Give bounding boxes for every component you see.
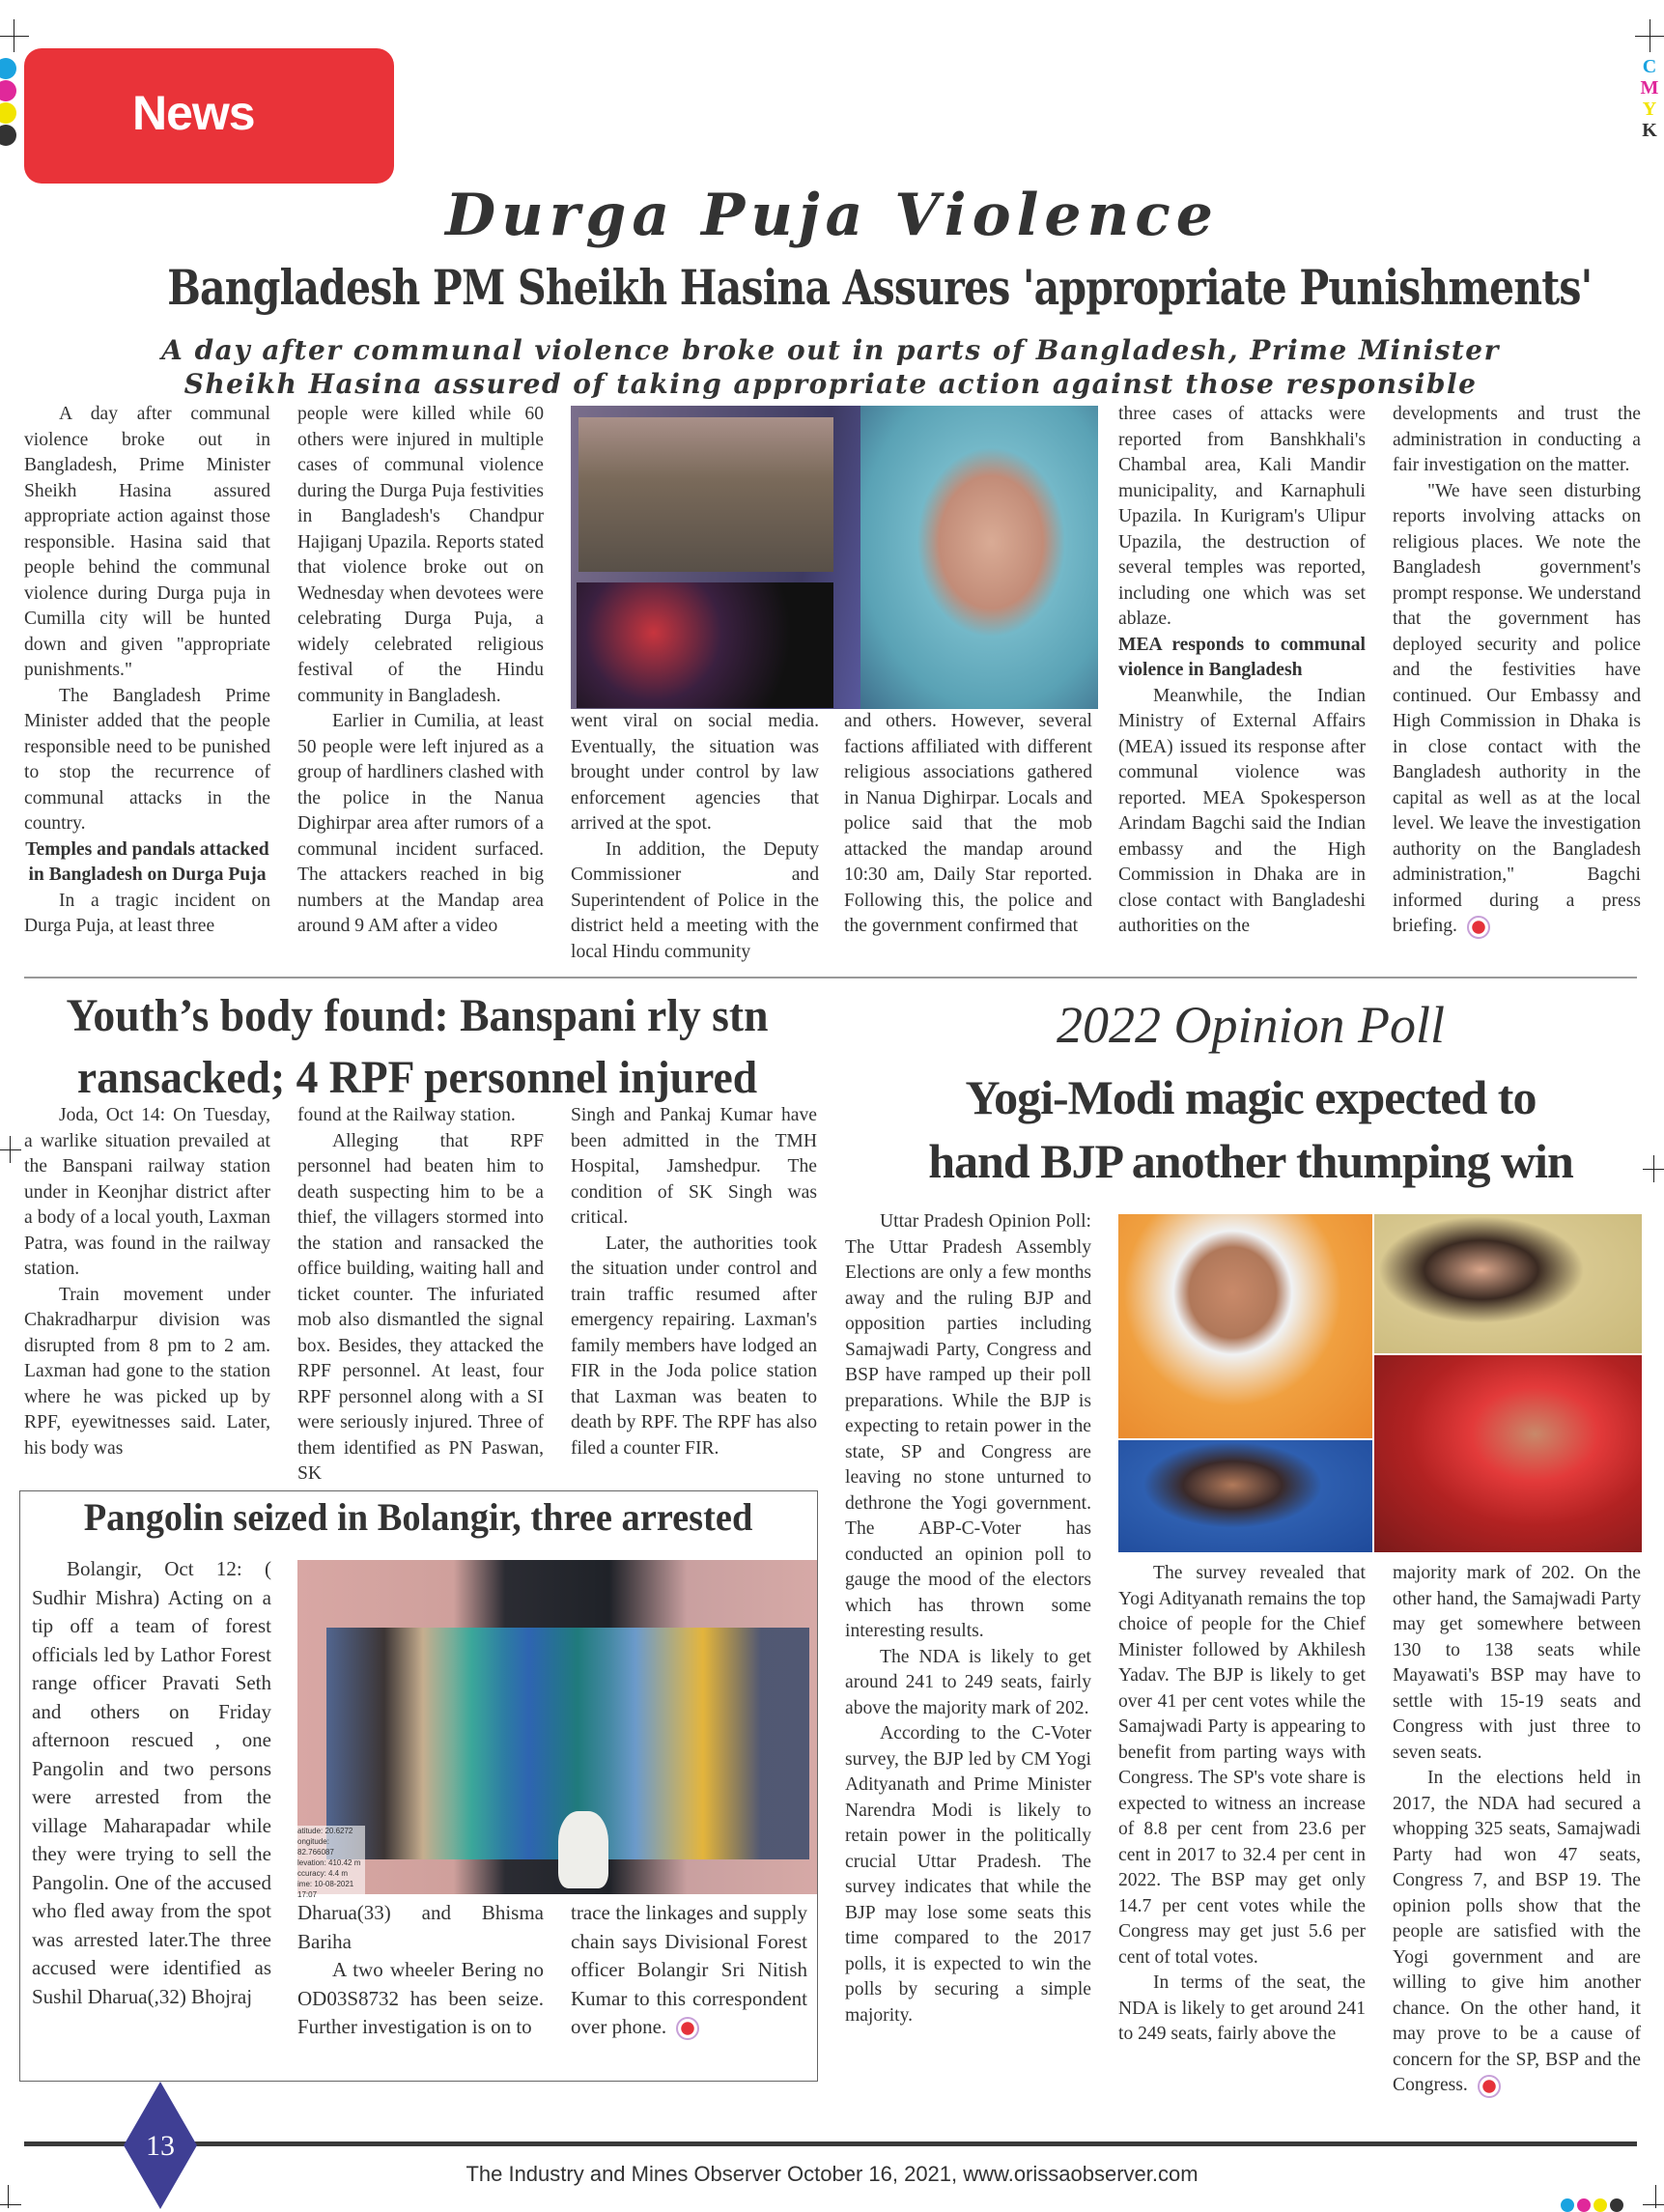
- lead-column-5: [1118, 402, 1366, 940]
- end-of-story-icon: [1467, 916, 1490, 939]
- paragraph: Meanwhile, the Indian Ministry of External Affairs (MEA) issued its response after communal violence was reported. MEA Spokesperson Arindam Bagchi said the Indian embassy and the High Commission in Dhaka are in close contact with Bangladeshi authorities on the: [1118, 685, 1366, 936]
- footer-masthead: The Industry and Mines Observer October 16, 2021, www.orissaobserver.com: [465, 2162, 1199, 2186]
- paragraph-text: trace the linkages and supply chain says Divisional Forest officer Bolangir Sri Nitish Kumar to this correspondent over phone.: [571, 1901, 807, 2038]
- gps-line: ime: 10-08-2021 17:07: [297, 1880, 354, 1899]
- violence-photo-night: [577, 582, 833, 708]
- rly-column-3: [571, 1103, 817, 1461]
- paragraph: found at the Railway station.: [297, 1105, 516, 1125]
- registration-mark: [10, 1136, 11, 1163]
- lead-deck: [39, 333, 1622, 401]
- cyan-registration-dot: [0, 58, 16, 79]
- paragraph: A day after communal violence broke out in Bangladesh, Prime Minister Sheikh Hasina assured appropriate action against those responsible. Hasina said that people behind the communal violence during Durga puja in Cumilla city will be hunted down and given "appropriate punishments.": [24, 404, 270, 680]
- section-tab-label: News: [132, 86, 255, 140]
- cmyk-c: C: [1642, 56, 1657, 77]
- mayawati-photo: [1118, 1440, 1372, 1552]
- rly-column-1: [24, 1103, 270, 1461]
- cyan-registration-dot: [1561, 2198, 1574, 2212]
- paragraph: Uttar Pradesh Opinion Poll: The Uttar Pradesh Assembly Elections are only a few months away and the ruling BJP and opposition parties including Samajwadi Party, Congress and BSP have ramped up their poll preparations. While the BJP is expecting to retain power in the state, SP and Congress are leaving no stone unturned to dethrone the Yogi government. The ABP-C-Voter has conducted an opinion poll to gauge the mood of the electors which has thrown some interesting results.: [845, 1211, 1091, 1641]
- paragraph: [1393, 1766, 1641, 2099]
- lead-column-1: [24, 402, 270, 940]
- lead-kicker: Durga Puja Violence: [445, 182, 1219, 249]
- pangolin-group-photo: [297, 1560, 817, 1899]
- paragraph: Singh and Pankaj Kumar have been admitted in the TMH Hospital, Jamshedpur. The condition of SK Singh was critical.: [571, 1105, 817, 1228]
- priyanka-photo: [1374, 1214, 1642, 1353]
- black-registration-dot: [0, 125, 16, 146]
- rly-headline-line: Youth’s body found: Banspani rly stn: [66, 990, 769, 1041]
- gps-line: ongitude: 82.766087: [297, 1837, 334, 1857]
- rly-column-2: [297, 1103, 544, 1488]
- lead-deck-line: A day after communal violence broke out in parts of Bangladesh, Prime Minister: [161, 334, 1500, 366]
- paragraph: In addition, the Deputy Commissioner and Superintendent of Police in the district held a meeting with the local Hindu community: [571, 838, 819, 962]
- paragraph: [1393, 479, 1641, 940]
- lead-headline: Bangladesh PM Sheikh Hasina Assures 'appropriate Punishments': [167, 259, 1593, 316]
- poll-headline-line: hand BJP another thumping win: [928, 1134, 1573, 1188]
- paragraph-text: "We have seen disturbing reports involving attacks on religious places. We note the Bangladesh government's prompt response. We understand that the government has deployed security and police and the festivities have continued. Our Embassy and High Commission in Dhaka is in close contact with the Bangladesh authority in the capital as well as at the local level. We leave the investigation authority on the Bangladesh administration," Bagchi informed during a press briefing.: [1393, 480, 1641, 936]
- paragraph: went viral on social media. Eventually, the situation was brought under control by law enforcement agencies that arrived at the spot.: [571, 711, 819, 834]
- paragraph: [571, 1899, 807, 2042]
- footer-rule: [24, 2141, 1637, 2146]
- rly-headline-line: ransacked; 4 RPF personnel injured: [76, 1052, 758, 1103]
- paragraph: Dharua(33) and Bhisma Bariha: [297, 1901, 544, 1953]
- lead-column-3: [571, 709, 819, 965]
- lead-photo-collage: [571, 406, 1098, 709]
- cmyk-legend: [1639, 56, 1660, 141]
- end-of-story-icon: [676, 2017, 699, 2040]
- subheading: MEA responds to communal violence in Bangladesh: [1118, 634, 1366, 680]
- subheading: Temples and pandals attacked in Bangladesh on Durga Puja: [25, 838, 269, 885]
- registration-mark: [0, 36, 29, 37]
- paragraph: Earlier in Cumilia, at least 50 people were left injured as a group of hardliners clashed with the police in the Nanua Dighirpar area after rumors of a communal incident surfaced. The attackers reached in big numbers at the Mandap area around 9 AM after a video: [297, 711, 544, 936]
- gps-line: ccuracy: 4.4 m: [297, 1869, 349, 1878]
- registration-mark: [0, 2204, 21, 2205]
- lead-column-2: [297, 402, 544, 940]
- lead-column-4: [844, 709, 1092, 940]
- yellow-registration-dot: [1593, 2198, 1607, 2212]
- poll-photo-collage: [1118, 1214, 1642, 1552]
- magenta-registration-dot: [1577, 2198, 1591, 2212]
- gps-line: levation: 410.42 m: [297, 1858, 361, 1867]
- section-divider: [24, 977, 1637, 978]
- paragraph: According to the C-Voter survey, the BJP led by CM Yogi Adityanath and Prime Minister Narendra Modi is likely to retain power in the politically crucial Uttar Pradesh. The survey indicates that while the BJP may lose some seats this time compared to the 2017 polls, it is expected to win the polls by securing a simple majority.: [845, 1723, 1091, 2026]
- paragraph: majority mark of 202. On the other hand, the Samajwadi Party may get somewhere between 130 to 138 seats while Mayawati's BSP may have to settle with 15-19 seats and Congress with just three to seven seats.: [1393, 1563, 1641, 1763]
- paragraph: Bolangir, Oct 12: ( Sudhir Mishra) Acting on a tip off a team of forest officials led by Lathor Forest range officer Pravati Seth and others on Friday afternoon rescued , one Pangolin and two persons were arrested from the village Maharapadar while they were trying to sell the Pangolin. One of the accused who fled away from the spot was arrested later.The three accused were identified as Sushil Dharua(,32) Bhojraj: [32, 1557, 271, 2008]
- pangolin-column-2: [297, 1899, 544, 2042]
- registration-mark: [1655, 2185, 1656, 2208]
- poll-column-1: [845, 1209, 1091, 2028]
- poll-kicker: 2022 Opinion Poll: [1057, 996, 1445, 1054]
- registration-mark: [8, 2185, 9, 2208]
- poll-column-2: [1118, 1561, 1366, 2048]
- violence-photo-street: [578, 417, 833, 572]
- paragraph: A two wheeler Bering no OD03S8732 has been seize. Further investigation is on to: [297, 1958, 544, 2038]
- pangolin-column-1: [32, 1555, 271, 2011]
- paragraph: people were killed while 60 others were injured in multiple cases of communal violence during the Durga Puja festivities in Bangladesh's Chandpur Hajiganj Upazila. Reports stated that violence broke out on Wednesday when devotees were celebrating Durga Puja, a widely celebrated religious festival of the Hindu community in Bangladesh.: [297, 404, 544, 706]
- lead-deck-line: Sheikh Hasina assured of taking appropriate action against those responsible: [183, 368, 1478, 400]
- paragraph: Alleging that RPF personnel had beaten him to death suspecting him to be a thief, the villagers stormed into the station and ransacked the office building, waiting hall and ticket counter. The infuriated mob also dismantled the signal box. Besides, they attacked the RPF personnel. At least, four RPF personnel along with a SI were seriously injured. Three of them identified as PN Paswan, SK: [297, 1130, 544, 1484]
- cmyk-k: K: [1642, 120, 1657, 141]
- paragraph: Joda, Oct 14: On Tuesday, a warlike situation prevailed at the Banspani railway station under in Keonjhar district after a body of a local youth, Laxman Patra, was found in the railway station.: [24, 1105, 270, 1279]
- black-registration-dot: [1610, 2198, 1623, 2212]
- page-number-badge: [124, 2082, 197, 2209]
- gps-line: atitude: 20.6272: [297, 1827, 353, 1835]
- section-tab-news: [24, 48, 394, 184]
- registration-mark: [1643, 2204, 1664, 2205]
- paragraph: three cases of attacks were reported from Banshkhali's Chambal area, Kali Mandir municipality, and Karnaphuli Upazila. In Kurigram's Ulipur Upazila, the destruction of several temples was reported, including one which was set ablaze.: [1118, 404, 1366, 629]
- paragraph: In terms of the seat, the NDA is likely to get around 241 to 249 seats, fairly above the: [1118, 1972, 1366, 2044]
- lead-column-6: [1393, 402, 1641, 940]
- poll-headline-line: Yogi-Modi magic expected to: [965, 1070, 1537, 1124]
- registration-mark: [0, 1149, 21, 1150]
- akhilesh-photo: [1374, 1355, 1642, 1552]
- gps-overlay: [297, 1826, 365, 1900]
- pangolin-sack: [558, 1811, 608, 1888]
- paragraph-text: In the elections held in 2017, the NDA had secured a whopping 325 seats, Samajwadi Party had won 47 seats, Congress 7, and BSP 19. The opinion polls show that the people are satisfied with the Yogi government and are willing to give him another chance. On the other hand, it may prove to be a cause of concern for the SP, BSP and the Congress.: [1393, 1768, 1641, 2095]
- page-number: 13: [146, 2130, 175, 2162]
- hasina-portrait: [860, 406, 1098, 709]
- pangolin-column-3: [571, 1899, 807, 2042]
- cmyk-y: Y: [1642, 99, 1657, 120]
- paragraph: and others. However, several factions affiliated with different religious associations gathered in Nanua Dighirpar. Locals and police said that the mob attacked the mandap around 10:30 am, Daily Star reported. Following this, the police and the government confirmed that: [844, 711, 1092, 936]
- rly-headline: [42, 985, 794, 1109]
- end-of-story-icon: [1478, 2075, 1501, 2098]
- paragraph: The Bangladesh Prime Minister added that the people responsible need to be punished to stop the recurrence of communal attacks in the country.: [24, 685, 270, 834]
- paragraph: In a tragic incident on Durga Puja, at least three: [24, 890, 270, 936]
- yogi-photo: [1118, 1214, 1372, 1438]
- registration-mark: [1653, 1155, 1654, 1182]
- cmyk-m: M: [1640, 77, 1659, 99]
- paragraph: The survey revealed that Yogi Adityanath remains the top choice of people for the Chief Minister followed by Akhilesh Yadav. The BJP is likely to get over 41 per cent votes while the Samajwadi Party is appearing to benefit from parting ways with Congress. The SP's vote share is expected to witness an increase of 8.8 per cent from 23.6 per cent in 2017 to 32.4 per cent in 2022. The BSP may get only 14.7 per cent votes while the Congress may get just 5.6 per cent of total votes.: [1118, 1563, 1366, 1968]
- paragraph: Train movement under Chakradharpur division was disrupted from 8 pm to 2 am. Laxman had gone to the station where he was picked up by RPF, eyewitnesses said. Later, his body was: [24, 1284, 270, 1459]
- paragraph: developments and trust the administration in conducting a fair investigation on the matter.: [1393, 404, 1641, 475]
- poll-headline: [850, 1065, 1651, 1193]
- poll-column-3: [1393, 1561, 1641, 2099]
- pangolin-headline: Pangolin seized in Bolangir, three arrested: [83, 1495, 753, 1539]
- magenta-registration-dot: [0, 80, 16, 101]
- paragraph: The NDA is likely to get around 241 to 249 seats, fairly above the majority mark of 202.: [845, 1646, 1091, 1718]
- yellow-registration-dot: [0, 102, 16, 124]
- paragraph: Later, the authorities took the situation under control and train traffic resumed after emergency repairing. Laxman's family members have lodged an FIR in the Joda police station that Laxman was beaten to death by RPF. The RPF has also filed a counter FIR.: [571, 1233, 817, 1459]
